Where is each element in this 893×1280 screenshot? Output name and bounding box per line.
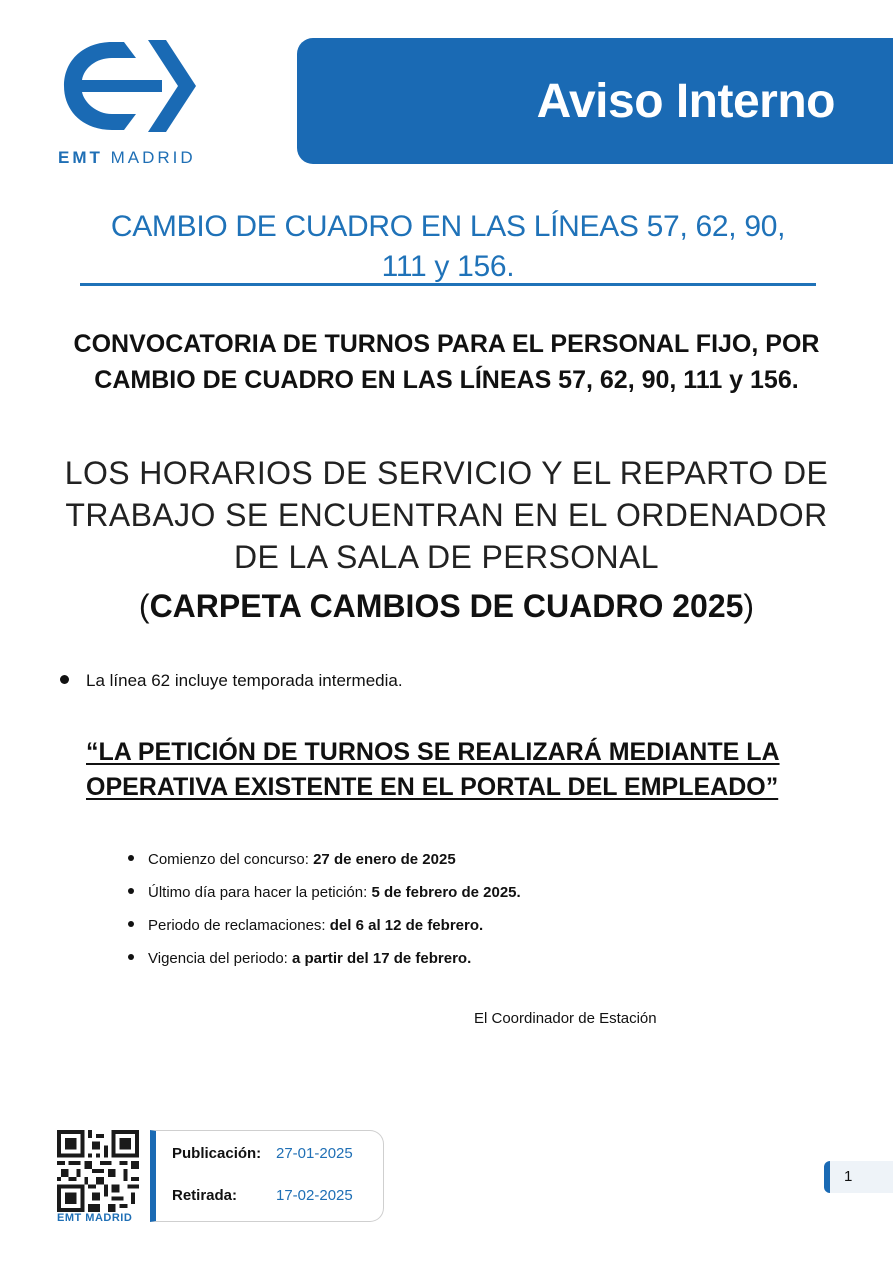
bullet-icon: [60, 675, 69, 684]
folder-name: CARPETA CAMBIOS DE CUADRO 2025: [149, 588, 744, 624]
withdrawal-row: [172, 1187, 353, 1204]
instruction-line: OPERATIVA EXISTENTE EN EL PORTAL DEL EMPLEADO”: [86, 773, 779, 801]
qr-code-icon[interactable]: [57, 1130, 139, 1212]
withdrawal-label: Retirada:: [172, 1187, 238, 1204]
schedule-statement: [40, 452, 853, 578]
publication-info-box: [150, 1130, 384, 1222]
publication-row: [172, 1145, 353, 1162]
folder-reference: (CARPETA CAMBIOS DE CUADRO 2025): [138, 588, 755, 624]
bullet-icon: [128, 954, 134, 960]
list-item: Vigencia del periodo: a partir del 17 de febrero.: [128, 942, 521, 975]
request-instruction: [86, 735, 826, 805]
subheading-line: CONVOCATORIA DE TURNOS PARA EL PERSONAL FIJO, POR: [73, 330, 820, 358]
withdrawal-date: 17-02-2025: [276, 1187, 353, 1204]
publication-label: Publicación:: [172, 1145, 262, 1162]
key-dates-list: [128, 843, 521, 975]
emt-e-arrow-icon: [62, 36, 202, 136]
instruction-line: “LA PETICIÓN DE TURNOS SE REALIZARÁ MEDIANTE LA: [86, 738, 780, 766]
list-item: Último día para hacer la petición: 5 de febrero de 2025.: [128, 876, 521, 909]
subheading-line: CAMBIO DE CUADRO EN LAS LÍNEAS 57, 62, 90, 111 y 156.: [94, 366, 799, 394]
logo-wordmark: EMT MADRID: [58, 148, 196, 167]
bullet-icon: [128, 921, 134, 927]
schedule-line: DE LA SALA DE PERSONAL: [234, 539, 659, 575]
publication-date: 27-01-2025: [276, 1145, 353, 1162]
list-item: [60, 671, 403, 691]
bullet-icon: [128, 855, 134, 861]
schedule-line: TRABAJO SE ENCUENTRAN EN EL ORDENADOR: [65, 497, 828, 533]
bullet-icon: [128, 888, 134, 894]
banner-title: Aviso Interno: [536, 74, 835, 128]
headline-line: CAMBIO DE CUADRO EN LAS LÍNEAS 57, 62, 90,: [110, 210, 786, 243]
notice-subheading: [40, 326, 853, 398]
list-item: Periodo de reclamaciones: del 6 al 12 de febrero.: [128, 909, 521, 942]
schedule-line: LOS HORARIOS DE SERVICIO Y EL REPARTO DE: [64, 455, 829, 491]
notice-headline: [80, 207, 816, 287]
list-item: Comienzo del concurso: 27 de enero de 2025: [128, 843, 521, 876]
page-number: 1: [824, 1161, 893, 1193]
emt-logo: [58, 36, 218, 171]
qr-label: EMT MADRID: [57, 1212, 133, 1224]
header-banner: [297, 38, 893, 164]
note-text: La línea 62 incluye temporada intermedia.: [86, 671, 403, 690]
headline-line: 111 y 156.: [381, 250, 515, 283]
signature: El Coordinador de Estación: [474, 1010, 657, 1027]
headline-divider: [80, 283, 816, 286]
